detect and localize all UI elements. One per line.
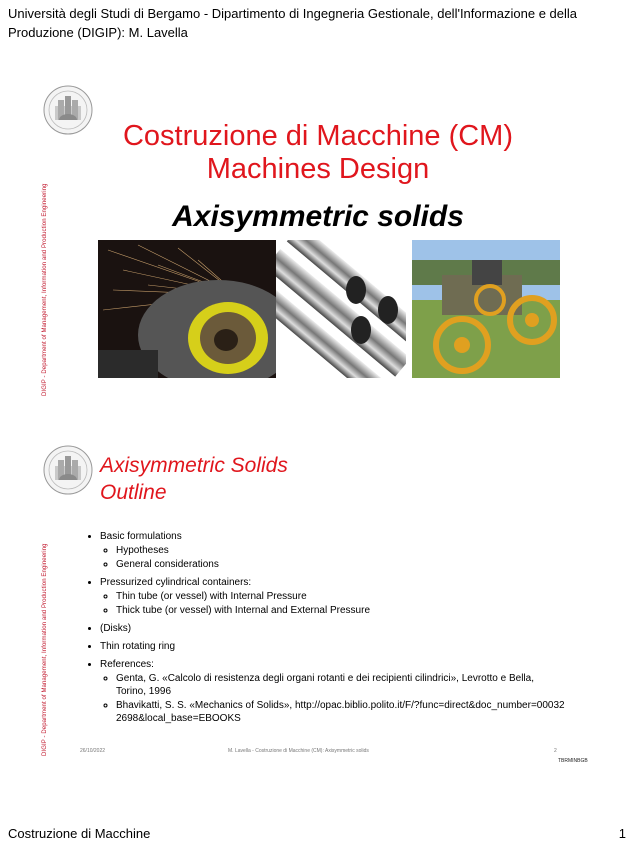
slide-title	[38, 80, 578, 410]
outline-title-line1: Axisymmetric Solids	[100, 454, 288, 477]
sub-bullet-item: ◦ General considerations	[116, 558, 566, 571]
bullet-item: • Pressurized cylindrical containers: ◦ Thin tube (or vessel) with Internal Pressure ◦ Thick tube (or vessel) with Internal and External Pressure	[100, 576, 566, 617]
course-title-line1: Costruzione di Macchine (CM)	[122, 120, 513, 152]
vintage-tractor-photo	[412, 240, 560, 378]
reference-item: ◦ Genta, G. «Calcolo di resistenza degli organi rotanti e dei recipienti cilindrici», Levrotto e Bella, Torino, 1996	[116, 672, 566, 698]
sub-bullet-item: ◦ Thin tube (or vessel) with Internal Pressure	[116, 590, 566, 603]
steel-tubes-photo	[276, 240, 406, 378]
outline-title-line2: Outline	[100, 481, 167, 504]
lecture-subtitle: Axisymmetric solids	[172, 200, 464, 233]
university-seal-logo	[40, 444, 96, 496]
slide-date: 26/10/2022	[80, 748, 106, 754]
sub-bullet-item: ◦ Thick tube (or vessel) with Internal and External Pressure	[116, 604, 566, 617]
sidebar-department-label: DIGIP - Department of Management, Information and Production Engineering	[42, 543, 48, 756]
document-header: Università degli Studi di Bergamo - Dipartimento di Ingegneria Gestionale, dell'Informazione e della Produzione (DIGIP): M. Lavella	[8, 6, 578, 40]
grinding-sparks-photo	[98, 240, 276, 378]
slide-page-number: 2	[554, 748, 557, 754]
outline-bullet-list	[86, 530, 566, 730]
course-title	[38, 120, 598, 186]
sidebar-department-label: DIGIP - Department of Management, Information and Production Engineering	[42, 183, 48, 396]
document-footer-title: Costruzione di Macchine	[8, 826, 151, 841]
bullet-item: • References: ◦ Genta, G. «Calcolo di resistenza degli organi rotanti e dei recipienti cilindrici», Levrotto e Bella, Torino, 1996 ◦ Bhavikatti, S. S. «Mechanics of Solids», http://opac.biblio.polito.it/F/?func=direct&doc_number=000322698&local_base=EBOOKS	[100, 658, 566, 725]
sub-bullet-item: ◦ Hypotheses	[116, 544, 566, 557]
bullet-item: • Basic formulations ◦ Hypotheses ◦ General considerations	[100, 530, 566, 571]
slide-footer: M. Lavella - Costruzione di Macchine (CM): Axisymmetric solids	[228, 748, 369, 754]
reference-item: ◦ Bhavikatti, S. S. «Mechanics of Solids», http://opac.biblio.polito.it/F/?func=direct&doc_number=000322698&local_base=EBOOKS	[116, 699, 566, 725]
document-page-number: 1	[618, 826, 626, 841]
course-title-line2: Machines Design	[206, 153, 430, 185]
outline-title	[100, 452, 288, 506]
slide-tag: TBRMINBGB	[558, 758, 588, 764]
bullet-item: • Thin rotating ring	[100, 640, 566, 653]
slide-outline	[38, 440, 588, 770]
bullet-item: • (Disks)	[100, 622, 566, 635]
